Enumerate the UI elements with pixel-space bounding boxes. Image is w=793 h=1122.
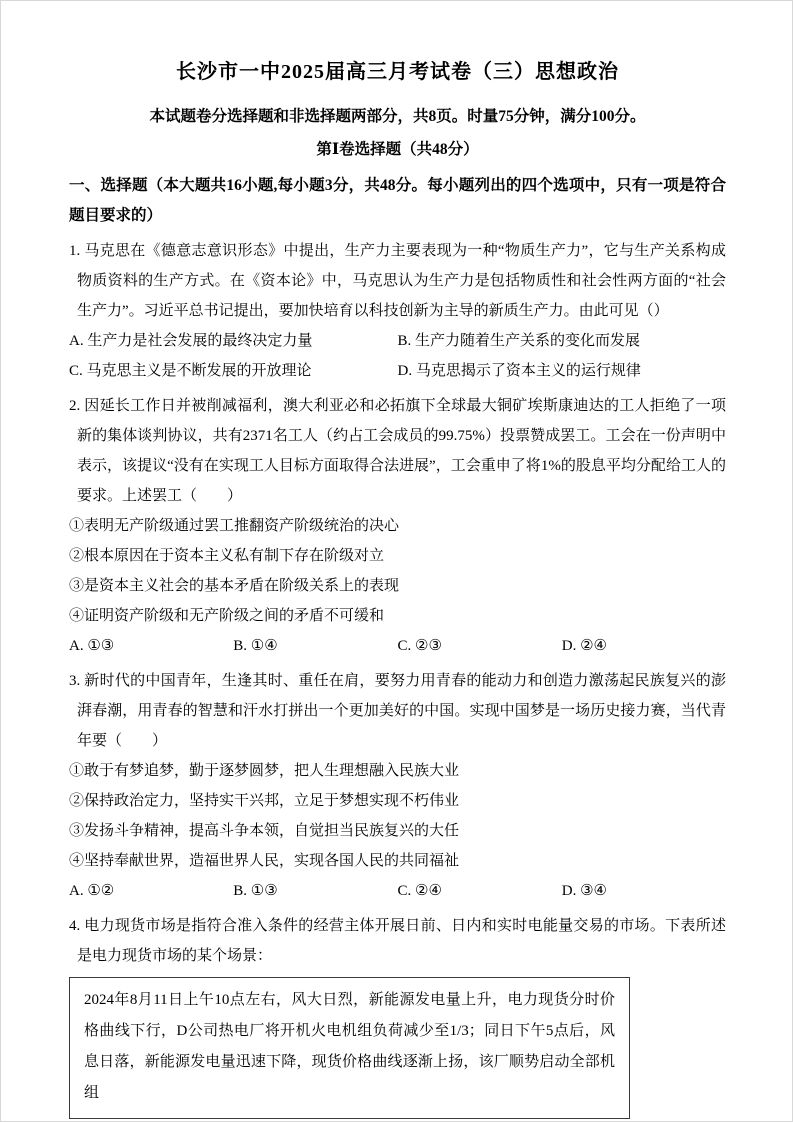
question-3-statement-3: ③发扬斗争精神，提高斗争本领，自觉担当民族复兴的大任	[69, 823, 460, 839]
section-instructions: 一、选择题（本大题共16小题,每小题3分，共48分。每小题列出的四个选项中，只有一项是符合题目要求的）	[69, 177, 726, 224]
section-heading: 第Ⅰ卷选择题（共48分）	[316, 141, 479, 158]
question-3-stem: 3. 新时代的中国青年，生逢其时、重任在肩，要努力用青春的能动力和创造力激荡起民族复兴的澎湃春潮，用青春的智慧和汗水打拼出一个更加美好的中国。实现中国梦是一场历史接力赛，当代青年要（ ）	[69, 673, 726, 749]
question-2-statement-3: ③是资本主义社会的基本矛盾在阶级关系上的表现	[69, 578, 400, 594]
question-3	[69, 666, 726, 906]
question-4-stem: 4. 电力现货市场是指符合准入条件的经营主体开展日前、日内和实时电能量交易的市场。下表所述是电力现货市场的某个场景：	[69, 918, 726, 964]
question-3-options	[69, 876, 726, 906]
question-1-option-b: B. 生产力随着生产关系的变化而发展	[397, 333, 641, 349]
question-1-option-a: A. 生产力是社会发展的最终决定力量	[69, 333, 313, 349]
question-4	[69, 911, 726, 1119]
question-2-option-d: D. ②④	[561, 638, 607, 654]
exam-info-line: 本试题卷分选择题和非选择题两部分，共8页。时量75分钟，满分100分。	[149, 108, 646, 125]
question-1-options	[69, 326, 726, 386]
question-1	[69, 236, 726, 386]
question-2-option-b: B. ①④	[233, 638, 278, 654]
question-1-stem: 1. 马克思在《德意志意识形态》中提出，生产力主要表现为一种“物质生产力”，它与生产关系构成物质资料的生产方式。在《资本论》中，马克思认为生产力是包括物质性和社会性两方面的“社会生产力”。习近平总书记提出，要加快培育以科技创新为主导的新质生产力。由此可见（）	[69, 243, 726, 319]
question-2-option-c: C. ②③	[397, 638, 442, 654]
question-3-statement-4: ④坚持奉献世界，造福世界人民，实现各国人民的共同福祉	[69, 853, 460, 869]
question-3-option-b: B. ①③	[233, 883, 278, 899]
question-2-statement-1: ①表明无产阶级通过罢工推翻资产阶级统治的决心	[69, 518, 400, 534]
question-3-statement-2: ②保持政治定力，坚持实干兴邦，立足于梦想实现不朽伟业	[69, 793, 460, 809]
question-3-option-a: A. ①②	[69, 883, 115, 899]
question-1-option-c: C. 马克思主义是不断发展的开放理论	[69, 363, 312, 379]
question-2-stem: 2. 因延长工作日并被削减福利，澳大利亚必和必拓旗下全球最大铜矿埃斯康迪达的工人拒绝了一项新的集体谈判协议，共有2371名工人（约占工会成员的99.75%）投票赞成罢工。工会在一份声明中表示，该提议“没有在实现工人目标方面取得合法进展”，工会重申了将1%的股息平均分配给工人的要求。上述罢工（ ）	[69, 398, 726, 504]
question-2-option-a: A. ①③	[69, 638, 115, 654]
question-3-option-d: D. ③④	[561, 883, 607, 899]
question-1-option-d: D. 马克思揭示了资本主义的运行规律	[397, 363, 641, 379]
exam-title: 长沙市一中2025届高三月考试卷（三）思想政治	[176, 61, 619, 83]
question-4-scenario-box: 2024年8月11日上午10点左右，风大日烈，新能源发电量上升，电力现货分时价格曲线下行，D公司热电厂将开机火电机组负荷减少至1/3；同日下午5点后，风息日落，新能源发电量迅速下降，现货价格曲线逐渐上扬，该厂顺势启动全部机组	[69, 977, 630, 1119]
question-3-option-c: C. ②④	[397, 883, 442, 899]
question-2-statement-2: ②根本原因在于资本主义私有制下存在阶级对立	[69, 548, 385, 564]
question-2	[69, 391, 726, 661]
question-2-statement-4: ④证明资产阶级和无产阶级之间的矛盾不可缓和	[69, 608, 385, 624]
question-2-options	[69, 631, 726, 661]
question-3-statement-1: ①敢于有梦追梦，勤于逐梦圆梦，把人生理想融入民族大业	[69, 763, 460, 779]
